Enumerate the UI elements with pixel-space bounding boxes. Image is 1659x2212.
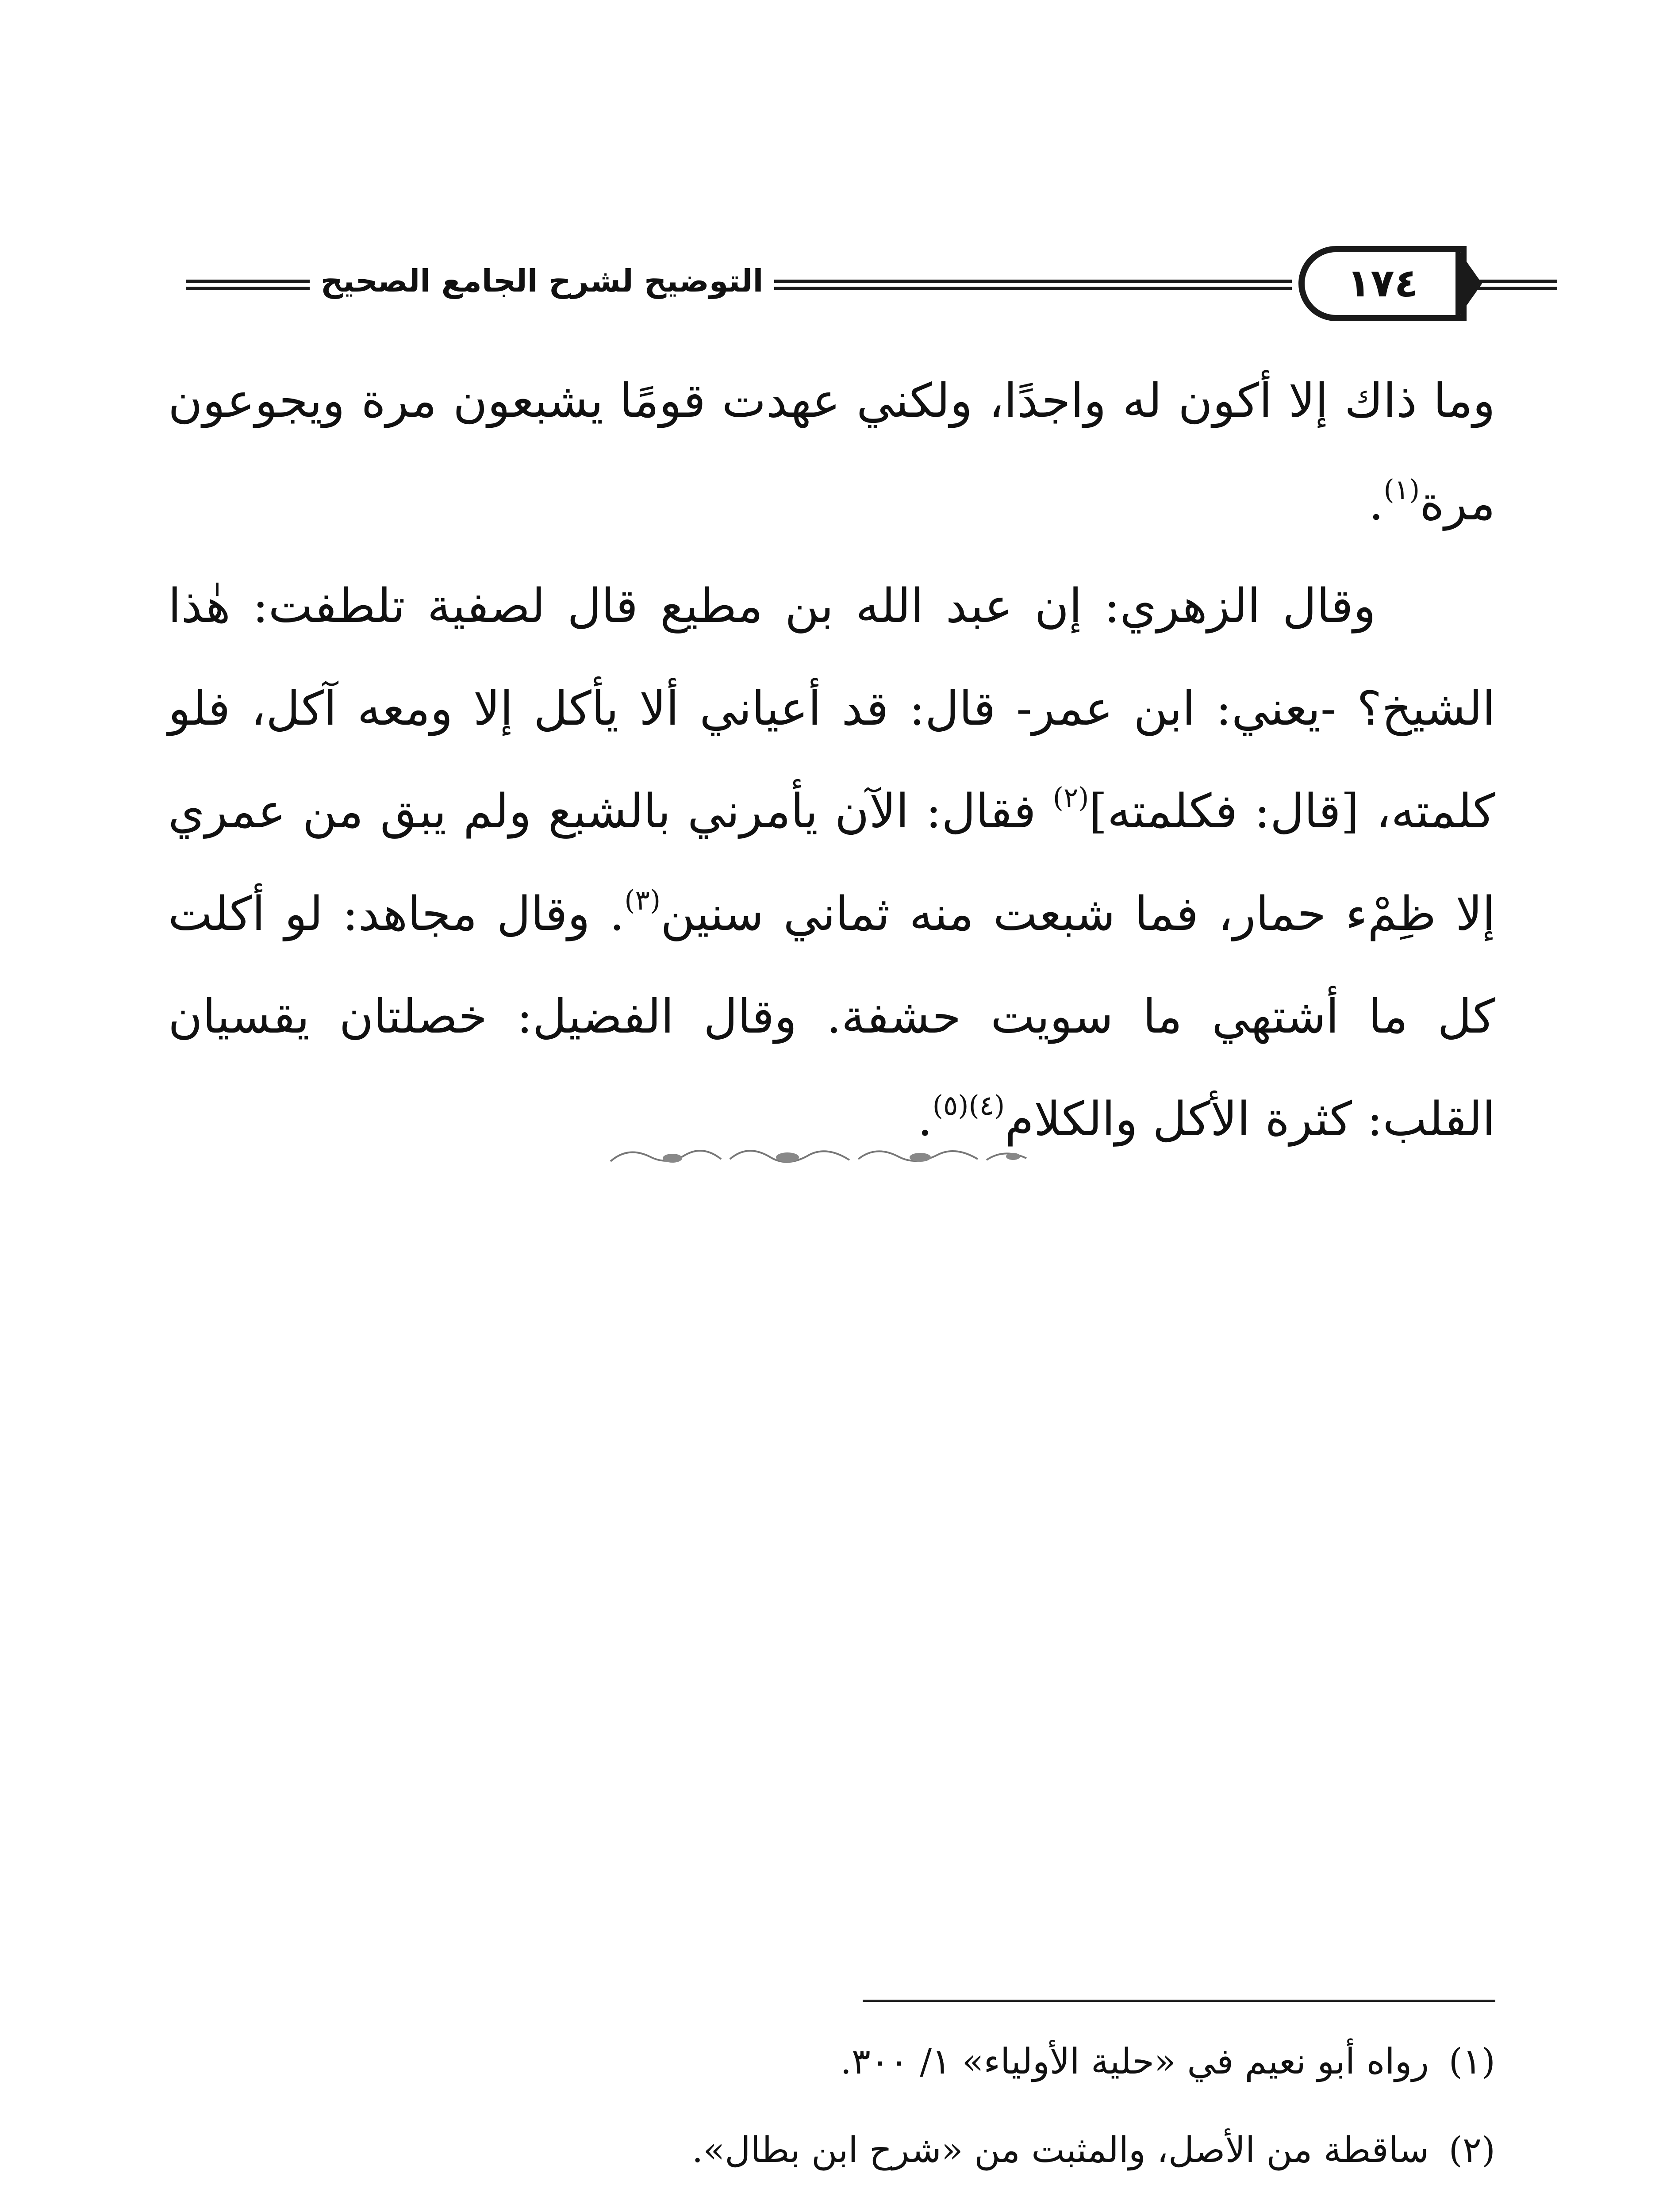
footnote-ref-4: (٤) — [968, 1089, 1005, 1121]
footnote-ref-1: (١) — [1383, 473, 1420, 506]
footnotes — [442, 2017, 1495, 2212]
footnote-ref-2: (٢) — [1052, 781, 1089, 814]
page-number: ١٧٤ — [1298, 246, 1467, 321]
paragraph-2-end: . — [918, 1092, 933, 1146]
paragraph-2-part-2: فقال: الآن يأمرني بالشبع ولم يبق من عمري إلا ظِمْء حمار، فما شبعت منه ثماني سنين — [168, 784, 1495, 941]
paragraph-1 — [168, 349, 1495, 555]
header-rule-right — [1473, 280, 1557, 290]
paragraph-2 — [168, 555, 1495, 1171]
paragraph-2-part-3: . وقال مجاهد: لو أكلت كل ما أشتهي ما سويت حشفة. وقال الفضيل: خصلتان يقسيان القلب: كثرة الأكل والكلام — [168, 887, 1495, 1146]
paragraph-1-text: وما ذاك إلا أكون له واجدًا، ولكني عهدت قومًا يشبعون مرة ويجوعون مرة — [168, 373, 1495, 530]
footnote-number — [1429, 2194, 1495, 2212]
header-rule-left — [186, 280, 310, 290]
main-text — [168, 349, 1495, 1171]
footnote-3 — [442, 2194, 1495, 2212]
paragraph-1-end: . — [1368, 476, 1384, 530]
footnote-text: رواه أبو نعيم في «حلية الأولياء» ١/ ٣٠٠. — [840, 2041, 1429, 2082]
header-rule-middle — [774, 280, 1292, 290]
footnote-2 — [442, 2106, 1495, 2194]
footnote-number: (١) — [1448, 2041, 1495, 2082]
footnote-text — [780, 2194, 1429, 2212]
footnote-separator — [863, 2000, 1495, 2002]
footnote-number: (٢) — [1448, 2129, 1495, 2170]
footnote-ref-5: (٥) — [932, 1089, 969, 1121]
paragraph-2-part-1: وقال الزهري: إن عبد الله بن مطيع قال لصفية تلطفت: هٰذا الشيخ؟ -يعني: ابن عمر- قال: قد أعياني ألا يأكل إلا ومعه آكل، فلو كلمته، [قال: فكلمته] — [168, 579, 1496, 838]
footnote-ref-3: (٣) — [624, 884, 661, 916]
footnote-1 — [442, 2017, 1495, 2106]
running-title: التوضيح لشرح الجامع الصحيح — [320, 263, 764, 299]
section-ornament — [602, 1137, 1044, 1177]
footnote-text: ساقطة من الأصل، والمثبت من «شرح ابن بطال». — [691, 2129, 1429, 2170]
